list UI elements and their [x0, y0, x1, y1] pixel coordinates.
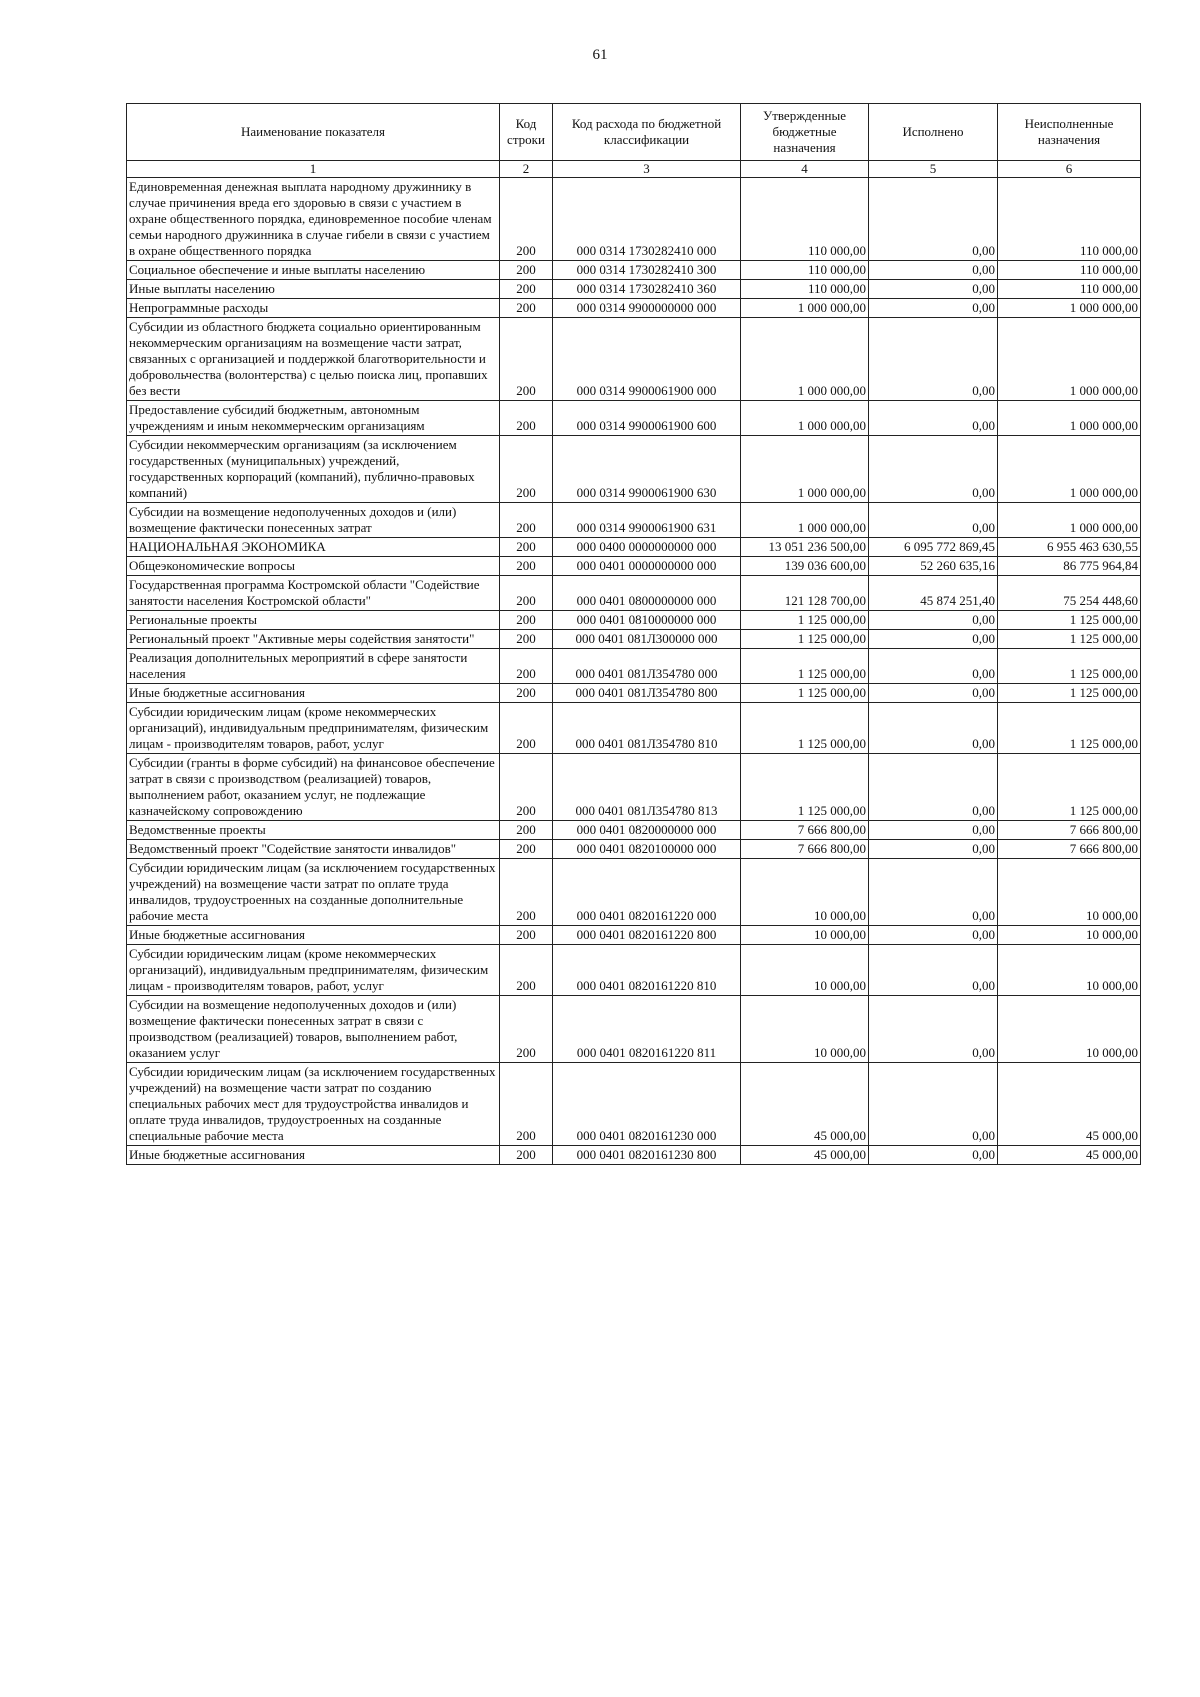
row-approved-cell: 1 000 000,00 [741, 299, 869, 318]
row-classification-cell: 000 0400 0000000000 000 [553, 538, 741, 557]
column-number: 6 [998, 161, 1141, 178]
row-line-code-cell: 200 [500, 703, 553, 754]
row-approved-cell: 45 000,00 [741, 1146, 869, 1165]
row-executed-cell: 0,00 [869, 318, 998, 401]
row-name-cell: Субсидии на возмещение недополученных доходов и (или) возмещение фактически понесенных затрат в связи с производством (реализацией) товаров, выполнением работ, оказанием услуг [127, 996, 500, 1063]
row-line-code-cell: 200 [500, 1146, 553, 1165]
row-classification-cell: 000 0314 9900061900 000 [553, 318, 741, 401]
row-executed-cell: 0,00 [869, 926, 998, 945]
table-row [127, 538, 1141, 557]
row-unexecuted-cell: 45 000,00 [998, 1063, 1141, 1146]
table-row [127, 576, 1141, 611]
row-unexecuted-cell: 10 000,00 [998, 926, 1141, 945]
row-approved-cell: 1 125 000,00 [741, 754, 869, 821]
row-unexecuted-cell: 1 000 000,00 [998, 401, 1141, 436]
column-number: 4 [741, 161, 869, 178]
row-classification-cell: 000 0314 1730282410 360 [553, 280, 741, 299]
row-unexecuted-cell: 10 000,00 [998, 996, 1141, 1063]
row-name-cell: Социальное обеспечение и иные выплаты населению [127, 261, 500, 280]
row-name-cell: Субсидии юридическим лицам (кроме некоммерческих организаций), индивидуальным предпринимателям, физическим лицам - производителям товаров, работ, услуг [127, 945, 500, 996]
table-row [127, 754, 1141, 821]
table-row [127, 1146, 1141, 1165]
row-name-cell: Иные выплаты населению [127, 280, 500, 299]
row-classification-cell: 000 0401 0820161230 000 [553, 1063, 741, 1146]
row-name-cell: Общеэкономические вопросы [127, 557, 500, 576]
row-unexecuted-cell: 1 125 000,00 [998, 703, 1141, 754]
row-name-cell: Иные бюджетные ассигнования [127, 1146, 500, 1165]
row-classification-cell: 000 0401 0820161220 800 [553, 926, 741, 945]
row-executed-cell: 0,00 [869, 945, 998, 996]
table-row [127, 557, 1141, 576]
page-number: 61 [592, 47, 608, 63]
row-line-code-cell: 200 [500, 299, 553, 318]
row-approved-cell: 45 000,00 [741, 1063, 869, 1146]
row-unexecuted-cell: 1 125 000,00 [998, 684, 1141, 703]
row-name-cell: Иные бюджетные ассигнования [127, 684, 500, 703]
table-row [127, 996, 1141, 1063]
row-executed-cell: 6 095 772 869,45 [869, 538, 998, 557]
row-classification-cell: 000 0401 081Л354780 000 [553, 649, 741, 684]
table-row [127, 611, 1141, 630]
header-line-code: Код строки [500, 104, 553, 161]
row-classification-cell: 000 0314 1730282410 000 [553, 178, 741, 261]
row-executed-cell: 0,00 [869, 261, 998, 280]
row-approved-cell: 1 125 000,00 [741, 703, 869, 754]
row-unexecuted-cell: 1 125 000,00 [998, 649, 1141, 684]
table-row [127, 280, 1141, 299]
row-executed-cell: 0,00 [869, 649, 998, 684]
row-line-code-cell: 200 [500, 576, 553, 611]
row-line-code-cell: 200 [500, 436, 553, 503]
row-unexecuted-cell: 1 000 000,00 [998, 299, 1141, 318]
row-name-cell: Предоставление субсидий бюджетным, автономным учреждениям и иным некоммерческим организациям [127, 401, 500, 436]
row-name-cell: Иные бюджетные ассигнования [127, 926, 500, 945]
row-unexecuted-cell: 10 000,00 [998, 945, 1141, 996]
row-executed-cell: 0,00 [869, 821, 998, 840]
row-classification-cell: 000 0401 0820161220 811 [553, 996, 741, 1063]
column-number: 2 [500, 161, 553, 178]
row-line-code-cell: 200 [500, 1063, 553, 1146]
row-approved-cell: 10 000,00 [741, 859, 869, 926]
row-classification-cell: 000 0401 0000000000 000 [553, 557, 741, 576]
header-unexecuted: Неисполненные назначения [998, 104, 1141, 161]
row-classification-cell: 000 0314 9900061900 600 [553, 401, 741, 436]
row-approved-cell: 1 125 000,00 [741, 649, 869, 684]
row-approved-cell: 110 000,00 [741, 178, 869, 261]
row-name-cell: Ведомственные проекты [127, 821, 500, 840]
row-classification-cell: 000 0401 081Л354780 810 [553, 703, 741, 754]
table-row [127, 630, 1141, 649]
row-classification-cell: 000 0401 0810000000 000 [553, 611, 741, 630]
row-line-code-cell: 200 [500, 754, 553, 821]
row-line-code-cell: 200 [500, 557, 553, 576]
row-unexecuted-cell: 110 000,00 [998, 178, 1141, 261]
row-unexecuted-cell: 1 000 000,00 [998, 503, 1141, 538]
table-row [127, 821, 1141, 840]
row-name-cell: Региональный проект "Активные меры содействия занятости" [127, 630, 500, 649]
row-line-code-cell: 200 [500, 859, 553, 926]
row-name-cell: Субсидии (гранты в форме субсидий) на финансовое обеспечение затрат в связи с производством (реализацией) товаров, выполнением работ, оказанием услуг, не подлежащие казначейскому сопровождению [127, 754, 500, 821]
row-line-code-cell: 200 [500, 280, 553, 299]
column-number: 1 [127, 161, 500, 178]
row-unexecuted-cell: 6 955 463 630,55 [998, 538, 1141, 557]
table-row [127, 436, 1141, 503]
row-name-cell: Субсидии юридическим лицам (за исключением государственных учреждений) на возмещение части затрат по оплате труда инвалидов, трудоустроенных на созданные дополнительные рабочие места [127, 859, 500, 926]
row-approved-cell: 1 125 000,00 [741, 630, 869, 649]
row-line-code-cell: 200 [500, 649, 553, 684]
row-line-code-cell: 200 [500, 611, 553, 630]
row-approved-cell: 1 000 000,00 [741, 436, 869, 503]
row-approved-cell: 13 051 236 500,00 [741, 538, 869, 557]
row-executed-cell: 45 874 251,40 [869, 576, 998, 611]
row-line-code-cell: 200 [500, 261, 553, 280]
row-executed-cell: 52 260 635,16 [869, 557, 998, 576]
row-approved-cell: 121 128 700,00 [741, 576, 869, 611]
row-approved-cell: 1 000 000,00 [741, 401, 869, 436]
row-classification-cell: 000 0314 1730282410 300 [553, 261, 741, 280]
row-name-cell: Региональные проекты [127, 611, 500, 630]
table-row [127, 859, 1141, 926]
row-approved-cell: 110 000,00 [741, 261, 869, 280]
row-line-code-cell: 200 [500, 503, 553, 538]
row-unexecuted-cell: 110 000,00 [998, 261, 1141, 280]
table-row [127, 649, 1141, 684]
row-classification-cell: 000 0401 081Л354780 800 [553, 684, 741, 703]
row-classification-cell: 000 0401 0820161230 800 [553, 1146, 741, 1165]
budget-execution-table [126, 103, 1141, 1165]
row-executed-cell: 0,00 [869, 611, 998, 630]
row-unexecuted-cell: 10 000,00 [998, 859, 1141, 926]
row-name-cell: Непрограммные расходы [127, 299, 500, 318]
table-row [127, 840, 1141, 859]
row-unexecuted-cell: 7 666 800,00 [998, 821, 1141, 840]
table-row [127, 178, 1141, 261]
row-executed-cell: 0,00 [869, 996, 998, 1063]
row-line-code-cell: 200 [500, 630, 553, 649]
row-name-cell: Единовременная денежная выплата народному дружиннику в случае причинения вреда его здоровью в связи с участием в охране общественного порядка, единовременное пособие членам семьи народного дружинника в случае гибели в связи с участием в охране общественного порядка [127, 178, 500, 261]
row-executed-cell: 0,00 [869, 299, 998, 318]
row-name-cell: Ведомственный проект "Содействие занятости инвалидов" [127, 840, 500, 859]
header-budget-classification: Код расхода по бюджетной классификации [553, 104, 741, 161]
row-approved-cell: 10 000,00 [741, 996, 869, 1063]
row-line-code-cell: 200 [500, 178, 553, 261]
row-unexecuted-cell: 1 125 000,00 [998, 611, 1141, 630]
column-number: 5 [869, 161, 998, 178]
row-approved-cell: 10 000,00 [741, 926, 869, 945]
row-approved-cell: 110 000,00 [741, 280, 869, 299]
column-number: 3 [553, 161, 741, 178]
row-unexecuted-cell: 45 000,00 [998, 1146, 1141, 1165]
row-classification-cell: 000 0401 0800000000 000 [553, 576, 741, 611]
row-line-code-cell: 200 [500, 996, 553, 1063]
row-executed-cell: 0,00 [869, 630, 998, 649]
row-executed-cell: 0,00 [869, 1146, 998, 1165]
row-classification-cell: 000 0401 081Л354780 813 [553, 754, 741, 821]
table-row [127, 945, 1141, 996]
row-unexecuted-cell: 110 000,00 [998, 280, 1141, 299]
header-indicator-name: Наименование показателя [127, 104, 500, 161]
row-classification-cell: 000 0401 0820100000 000 [553, 840, 741, 859]
row-executed-cell: 0,00 [869, 401, 998, 436]
row-approved-cell: 10 000,00 [741, 945, 869, 996]
row-line-code-cell: 200 [500, 318, 553, 401]
table-row [127, 318, 1141, 401]
row-classification-cell: 000 0401 0820161220 000 [553, 859, 741, 926]
row-unexecuted-cell: 1 125 000,00 [998, 754, 1141, 821]
row-line-code-cell: 200 [500, 840, 553, 859]
row-line-code-cell: 200 [500, 926, 553, 945]
row-unexecuted-cell: 1 000 000,00 [998, 436, 1141, 503]
table-row [127, 261, 1141, 280]
row-line-code-cell: 200 [500, 538, 553, 557]
row-name-cell: Реализация дополнительных мероприятий в сфере занятости населения [127, 649, 500, 684]
row-classification-cell: 000 0314 9900000000 000 [553, 299, 741, 318]
row-approved-cell: 7 666 800,00 [741, 840, 869, 859]
header-approved: Утвержденные бюджетные назначения [741, 104, 869, 161]
row-approved-cell: 1 000 000,00 [741, 318, 869, 401]
row-classification-cell: 000 0401 0820161220 810 [553, 945, 741, 996]
row-name-cell: Субсидии юридическим лицам (за исключением государственных учреждений) на возмещение части затрат по созданию специальных рабочих мест для трудоустройства инвалидов и оплате труда инвалидов, трудоустроенных на созданные специальные рабочие места [127, 1063, 500, 1146]
row-name-cell: Субсидии некоммерческим организациям (за исключением государственных (муниципальных) учреждений, государственных корпораций (компаний), публично-правовых компаний) [127, 436, 500, 503]
row-name-cell: Субсидии из областного бюджета социально ориентированным некоммерческим организациям на возмещение части затрат, связанных с организацией и поддержкой благотворительности и добровольчества (волонтерства) с целью поиска лиц, пропавших без вести [127, 318, 500, 401]
row-executed-cell: 0,00 [869, 178, 998, 261]
column-number-row [127, 161, 1141, 178]
row-unexecuted-cell: 86 775 964,84 [998, 557, 1141, 576]
row-approved-cell: 139 036 600,00 [741, 557, 869, 576]
row-approved-cell: 7 666 800,00 [741, 821, 869, 840]
table-row [127, 401, 1141, 436]
row-unexecuted-cell: 1 125 000,00 [998, 630, 1141, 649]
row-executed-cell: 0,00 [869, 859, 998, 926]
row-unexecuted-cell: 1 000 000,00 [998, 318, 1141, 401]
row-approved-cell: 1 125 000,00 [741, 611, 869, 630]
row-classification-cell: 000 0401 081Л300000 000 [553, 630, 741, 649]
row-name-cell: Субсидии на возмещение недополученных доходов и (или) возмещение фактически понесенных затрат [127, 503, 500, 538]
row-executed-cell: 0,00 [869, 1063, 998, 1146]
table-row [127, 703, 1141, 754]
table-header-row [127, 104, 1141, 161]
row-line-code-cell: 200 [500, 945, 553, 996]
row-classification-cell: 000 0314 9900061900 630 [553, 436, 741, 503]
row-name-cell: Субсидии юридическим лицам (кроме некоммерческих организаций), индивидуальным предпринимателям, физическим лицам - производителям товаров, работ, услуг [127, 703, 500, 754]
row-name-cell: НАЦИОНАЛЬНАЯ ЭКОНОМИКА [127, 538, 500, 557]
table-row [127, 684, 1141, 703]
header-executed: Исполнено [869, 104, 998, 161]
row-line-code-cell: 200 [500, 684, 553, 703]
table-row [127, 503, 1141, 538]
row-unexecuted-cell: 75 254 448,60 [998, 576, 1141, 611]
table-row [127, 1063, 1141, 1146]
table-row [127, 926, 1141, 945]
table-row [127, 299, 1141, 318]
row-executed-cell: 0,00 [869, 436, 998, 503]
row-executed-cell: 0,00 [869, 703, 998, 754]
row-name-cell: Государственная программа Костромской области "Содействие занятости населения Костромской области" [127, 576, 500, 611]
row-executed-cell: 0,00 [869, 754, 998, 821]
row-approved-cell: 1 000 000,00 [741, 503, 869, 538]
row-executed-cell: 0,00 [869, 503, 998, 538]
row-classification-cell: 000 0314 9900061900 631 [553, 503, 741, 538]
row-line-code-cell: 200 [500, 821, 553, 840]
row-line-code-cell: 200 [500, 401, 553, 436]
row-classification-cell: 000 0401 0820000000 000 [553, 821, 741, 840]
row-executed-cell: 0,00 [869, 280, 998, 299]
row-unexecuted-cell: 7 666 800,00 [998, 840, 1141, 859]
row-executed-cell: 0,00 [869, 840, 998, 859]
row-executed-cell: 0,00 [869, 684, 998, 703]
row-approved-cell: 1 125 000,00 [741, 684, 869, 703]
